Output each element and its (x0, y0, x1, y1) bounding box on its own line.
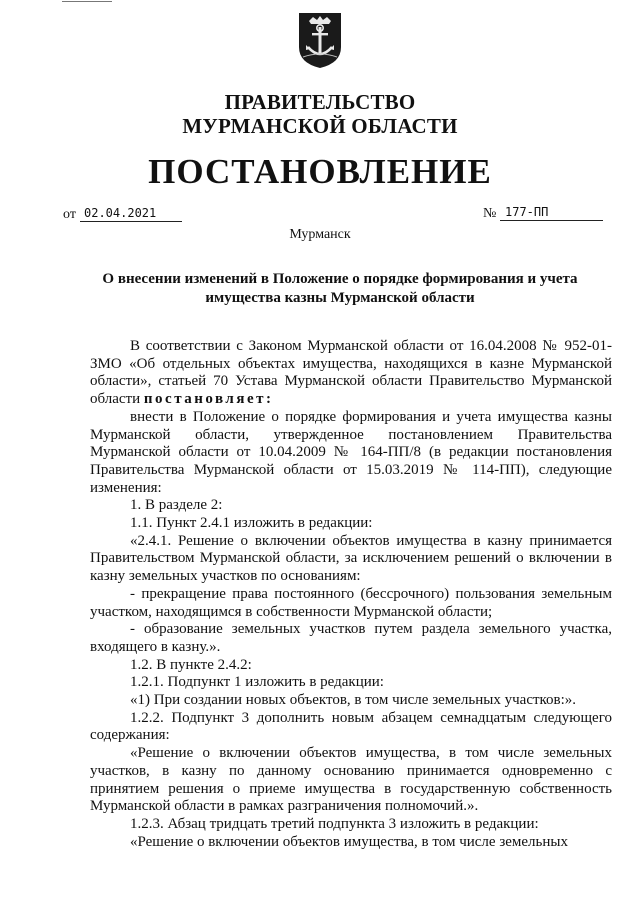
intro-text: В соответствии с Законом Мурманской области от 16.04.2008 № 952-01-ЗМО «Об отдельных объектах имущества, находящихся в казне Мурманской области», статьей 70 Устава Мурманской области Правительство Мурманской области (90, 338, 612, 408)
document-body (90, 338, 612, 851)
date-label: от (63, 207, 76, 222)
body-paragraph: 1. В разделе 2: (130, 497, 223, 514)
government-title-line2: МУРМАНСКОЙ ОБЛАСТИ (182, 114, 458, 138)
government-title-line1: ПРАВИТЕЛЬСТВО (224, 90, 416, 114)
body-paragraph: - образование земельных участков путем раздела земельного участка, входящего в казну.». (90, 621, 612, 655)
resolves-keyword: постановляет: (143, 391, 274, 408)
body-paragraph: «Решение о включении объектов имущества, в том числе земельных участков, в казну по данному основанию принимается одновременно с принятием решения о приеме имущества в государственную собственность Мурманской области в рамках разграничения полномочий.». (90, 745, 612, 815)
body-paragraph: 1.1. Пункт 2.4.1 изложить в редакции: (130, 515, 373, 532)
scan-artifact-line (62, 1, 112, 2)
body-paragraph: - прекращение права постоянного (бессрочного) пользования земельным участком, находящимся в собственности Мурманской области; (90, 585, 612, 620)
coat-of-arms-emblem (297, 11, 343, 69)
number-label: № (483, 206, 497, 221)
document-subject: О внесении изменений в Положение о порядке формирования и учета имущества казны Мурманской области (102, 271, 578, 306)
document-date: 02.04.2021 (80, 205, 182, 222)
intro-paragraph (90, 338, 612, 409)
document-type-title: ПОСТАНОВЛЕНИЕ (148, 152, 492, 191)
body-paragraph: «2.4.1. Решение о включении объектов имущества в казну принимается Правительством Мурманской области, за исключением решений о включении в казну земельных участков по основаниям: (90, 532, 612, 585)
body-paragraph: «Решение о включении объектов имущества, в том числе земельных (130, 833, 568, 850)
city-name: Мурманск (289, 227, 351, 242)
body-paragraph: «1) При создании новых объектов, в том числе земельных участков:». (130, 692, 577, 709)
body-paragraph: 1.2.2. Подпункт 3 дополнить новым абзацем семнадцатым следующего содержания: (90, 709, 612, 744)
body-paragraph: 1.2.1. Подпункт 1 изложить в редакции: (130, 674, 384, 691)
body-paragraph: 1.2. В пункте 2.4.2: (130, 656, 252, 673)
body-paragraph: внести в Положение о порядке формирования и учета имущества казны Мурманской области, утвержденное постановлением Правительства Мурманской области от 10.04.2009 № 164-ПП/8 (в редакции постановления Правительства Мурманской области от 15.03.2019 № 114-ПП), следующие изменения: (90, 408, 612, 496)
body-paragraph: 1.2.3. Абзац тридцать третий подпункта 3 изложить в редакции: (130, 815, 539, 832)
document-number: 177-ПП (500, 204, 603, 221)
